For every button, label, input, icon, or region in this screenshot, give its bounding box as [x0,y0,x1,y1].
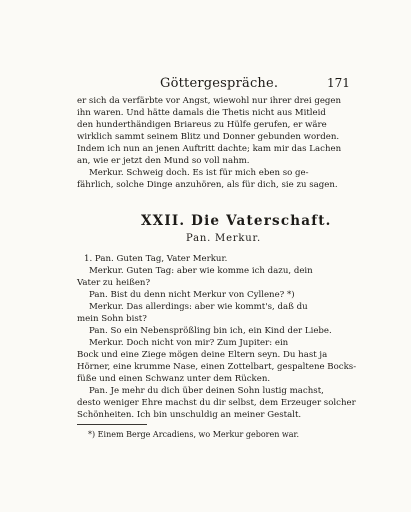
text-line: wirklich sammt seinem Blitz und Donner gebunden worden. [77,132,340,142]
text-line: 1. Pan. Guten Tag, Vater Merkur. [84,254,228,264]
text-line: Pan. Je mehr du dich über deinen Sohn lustig machst, [89,386,324,396]
text-line: desto weniger Ehre machst du dir selbst, dem Erzeuger solcher [77,398,356,408]
text-line: Schönheiten. Ich bin unschuldig an meiner Gestalt. [77,410,302,420]
chapter-title: XXII. Die Vaterschaft. [141,213,332,229]
text-line: Hörner, eine krumme Nase, einen Zottelbart, gespaltene Bocks- [77,362,357,372]
text-line: Merkur. Das allerdings: aber wie kommt's, daß du [89,302,308,312]
page-number: 171 [327,76,350,90]
text-line: fährlich, solche Dinge anzuhören, als für dich, sie zu sagen. [77,180,338,190]
characters-line: Pan. Merkur. [186,233,261,244]
text-line: er sich da verfärbte vor Angst, wiewohl nur ihrer drei gegen [77,96,342,106]
text-line: Merkur. Guten Tag: aber wie komme ich dazu, dein [89,266,313,276]
text-line: Vater zu heißen? [77,278,151,288]
text-line: an, wie er jetzt den Mund so voll nahm. [77,156,250,166]
text-line: Pan. So ein Nebensprößling bin ich, ein Kind der Liebe. [89,326,332,336]
footnote: *) Einem Berge Arcadiens, wo Merkur geboren war. [88,430,299,439]
text-line: Merkur. Doch nicht von mir? Zum Jupiter: ein [89,338,289,348]
text-line: mein Sohn bist? [77,314,147,324]
text-line: Merkur. Schweig doch. Es ist für mich eben so ge- [89,168,309,178]
text-line: ihn waren. Und hätte damals die Thetis nicht aus Mitleid [77,108,326,118]
text-line: füße und einen Schwanz unter dem Rücken. [77,374,271,384]
footnote-rule [77,424,147,425]
text-line: Pan. Bist du denn nicht Merkur von Cyllene? *) [89,290,295,300]
text-line: den hunderthändigen Briareus zu Hülfe gerufen, er wäre [77,120,327,130]
text-line: Bock und eine Ziege mögen deine Eltern seyn. Du hast ja [77,350,328,360]
text-line: Indem ich nun an jenen Auftritt dachte; kam mir das Lachen [77,144,342,154]
running-head: Göttergespräche. [160,76,279,91]
